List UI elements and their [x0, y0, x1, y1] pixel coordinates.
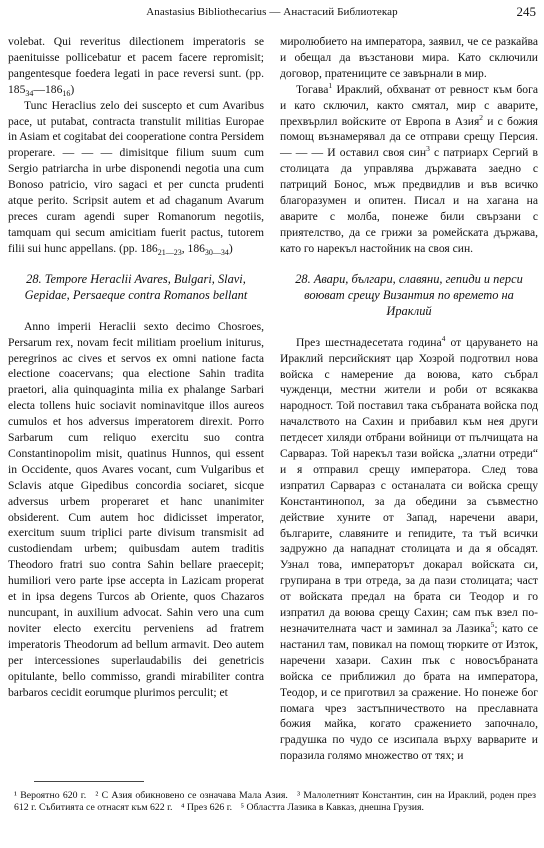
citation-subscript: 16: [62, 88, 71, 98]
footnote-number: ¹: [14, 790, 17, 801]
footnote-text: Малолетният Константин, син на Ираклий, роден през 612 г. Събитията се отнасят към 622 г.: [14, 790, 536, 814]
bulgarian-text: и с божия помощ възнамерявал да се отправи срещу Персия. — — — И оставил своя син: [280, 114, 539, 160]
latin-text: volebat. Qui reveritus dilectionem imperatoris se paenituisse pollicebatur et pacem facere repromisit; pangentesque foedera legati in pace reversi sunt. (pp. 185: [8, 35, 264, 96]
bulgarian-text: Ираклий, обхванат от ревност към бога и като сключил, както смятал, мир с аварите, прехвърлил войските от Европа в Азия: [280, 82, 538, 128]
bulgarian-paragraph-1: миролюбието на императора, заявил, че се разкайва и обещал да възстанови мира. Като сключили договор, пратениците се завърнали в мир.: [280, 35, 538, 80]
latin-paragraph-1: [8, 34, 264, 98]
running-title: Anastasius Bibliothecarius — Анастасий Библиотекар: [146, 6, 398, 18]
bulgarian-paragraph-3: [280, 335, 538, 764]
footnote-line-1: [14, 790, 536, 815]
footnote-ref: 3: [426, 144, 430, 154]
footnote-text: Вероятно 620 г.: [20, 790, 87, 801]
bulgarian-paragraph-2: [280, 82, 538, 257]
footnote-number: ³: [297, 790, 301, 801]
page-number: 245: [516, 4, 536, 19]
footnote-ref: 2: [479, 112, 484, 122]
bulgarian-text: от царуването на Ираклий персийският цар Хозрой подготвил нова войска с намерение да воюва, като събрал чужденци, местни жители и роби от всякаква народност. Той поставил така събраната войска под началството на Сахин и прибавил към нея други петдесет хиляди отбрани войници от пълчищата на Сарвараз. Той нарекъл тази войска „златни отреди“ и я отправил срещу императора. След това изпратил Сарвараз с останалата си войска срещу Константинопол, за да обедини за съвместно действие хуните от Запад, наречени авари, българите, славяните и гепидите, та тъй всички задружно да нападнат столицата и да я обсадят. Узнал това, императорът докарал войската си, групирана в три отреда, за да пази столицата; част от войската предал на брата си Теодор и го изпратил да воюва срещу Сахин; сам пък взел по-незначителната част и заминал за Лазика: [280, 335, 538, 635]
footnote-ref: 4: [441, 333, 446, 343]
latin-text: ): [228, 241, 233, 255]
footnote-text: С Азия обикновено се означава Мала Азия.: [101, 790, 288, 801]
footnote-text: Областта Лазика в Кавказ, днешна Грузия.: [246, 802, 424, 814]
citation-subscript: 30—34: [204, 247, 229, 257]
latin-section-heading: 28. Tempore Heraclii Avares, Bulgari, Slavi, Gepidae, Persaeque contra Romanos bellant: [24, 271, 248, 302]
footnote-divider: [34, 781, 144, 782]
footnote-number: ⁴: [180, 802, 185, 814]
latin-text: Tunc Heraclius zelo dei suscepto et cum Avaribus pace, ut putabat, contracta transtulit militias Europae in Asiam et cogitabat dei cooperatione contra Persidem properare. — — — dimisitque filium suum cum Sergio patriarcha in urbe disponendi negotia una cum Bonoso patricio, viro sagaci et per cuncta prudenti atque perito. Scripsit autem et ad chaganum Avarum preces curam agendi super Romanorum negotiis, tamquam qui secum amicitiam fuerit pactus, tutorem filii sui hunc appellans. (pp. 186: [8, 98, 264, 255]
footnote-ref: 1: [328, 80, 333, 90]
citation-subscript: 34: [25, 88, 34, 98]
bulgarian-section-heading: 28. Авари, българи, славяни, гепиди и перси воюват срещу Византия по времето на Ираклий: [295, 271, 523, 318]
latin-column: [8, 34, 264, 700]
footnote-number: ⁵: [240, 802, 244, 814]
footnote-ref: 5: [490, 620, 495, 629]
footnote-number: ²: [95, 790, 99, 801]
latin-paragraph-2: [8, 98, 264, 257]
bulgarian-column: [280, 34, 538, 764]
latin-text: —186: [33, 82, 63, 96]
latin-text: , 186: [181, 241, 205, 255]
citation-subscript: 21—23: [157, 247, 182, 257]
footnote-text: През 626 г.: [186, 802, 233, 814]
bulgarian-text: През шестнадесетата година: [296, 335, 442, 349]
bulgarian-text: Тогава: [296, 82, 329, 96]
latin-paragraph-3: Anno imperii Heraclii sexto decimo Chosroes, Persarum rex, novam fecit militiam proelium initurus, peregrinos ac cives et servos ex omni natione facta electione coacervans; qua electione Sahin tradita praetori, alia quinquaginta milia ex phalange Sarbari electa tollens huic sociavit nominavitque illos aureos cumulos et hos adversus imperatorem direxit. Porro Sarbarum cum reliquo exercitu suo contra Constantinopolim misit, quatinus Hunnos, qui essent in Occidente, quos Avares vocant, cum Vulgaribus et Sclavis atque Gipedibus concordia sociaret, sicque adversus urbem properaret et hanc unanimiter obsiderent. Cum autem hoc didicisset imperator, exercitum suum triplici parte divisum transmisit ad custodiendam urbem; quibusdam autem traditis Theodoro fratri suo contra Sahin bellare praecepit; humiliori vero parte ipse accepta in Lazicam properat et in ipsa degens Turcos ab Oriente, quos Chazaros nuncupant, in auxilium advocat. Sahin vero una cum noviter electo exercitu perveniens ad fratrem imperatoris Theodorum ad bellum armavit. Deo autem per intercessiones superlaudabilis dei genetricis opitulante, bello commisso, grandi mirabiliter contra barbaros cecidit eorumque plurimos perculit; et: [8, 319, 264, 699]
page-header: [0, 2, 544, 22]
bulgarian-text: с патриарх Сергий в столицата да управлява държавата заедно с патриций Бонос, мъж предвидлив и във всичко благоразумен и опитен. Писал и на хагана на аварите с молба, понеже били свързани с приятелство, да се грижи за ромейската държава, като го нарекъл настойник на своя син.: [280, 146, 538, 255]
bulgarian-text: ; като се настанил там, повикал на помощ тюрките от Изток, наречени хазари. Сахин пък с новосъбраната войска се приближил до брата на императора, Теодор, и се приготвил за сражение. Но понеже бог помага чрез застъпничеството на преславната божия майка, когато сражението започнало, градушка по чудо се изсипала върху варварите и поразила голямо множество от тях; и: [280, 622, 538, 763]
footnotes: [14, 790, 536, 815]
latin-text: ): [70, 82, 75, 96]
